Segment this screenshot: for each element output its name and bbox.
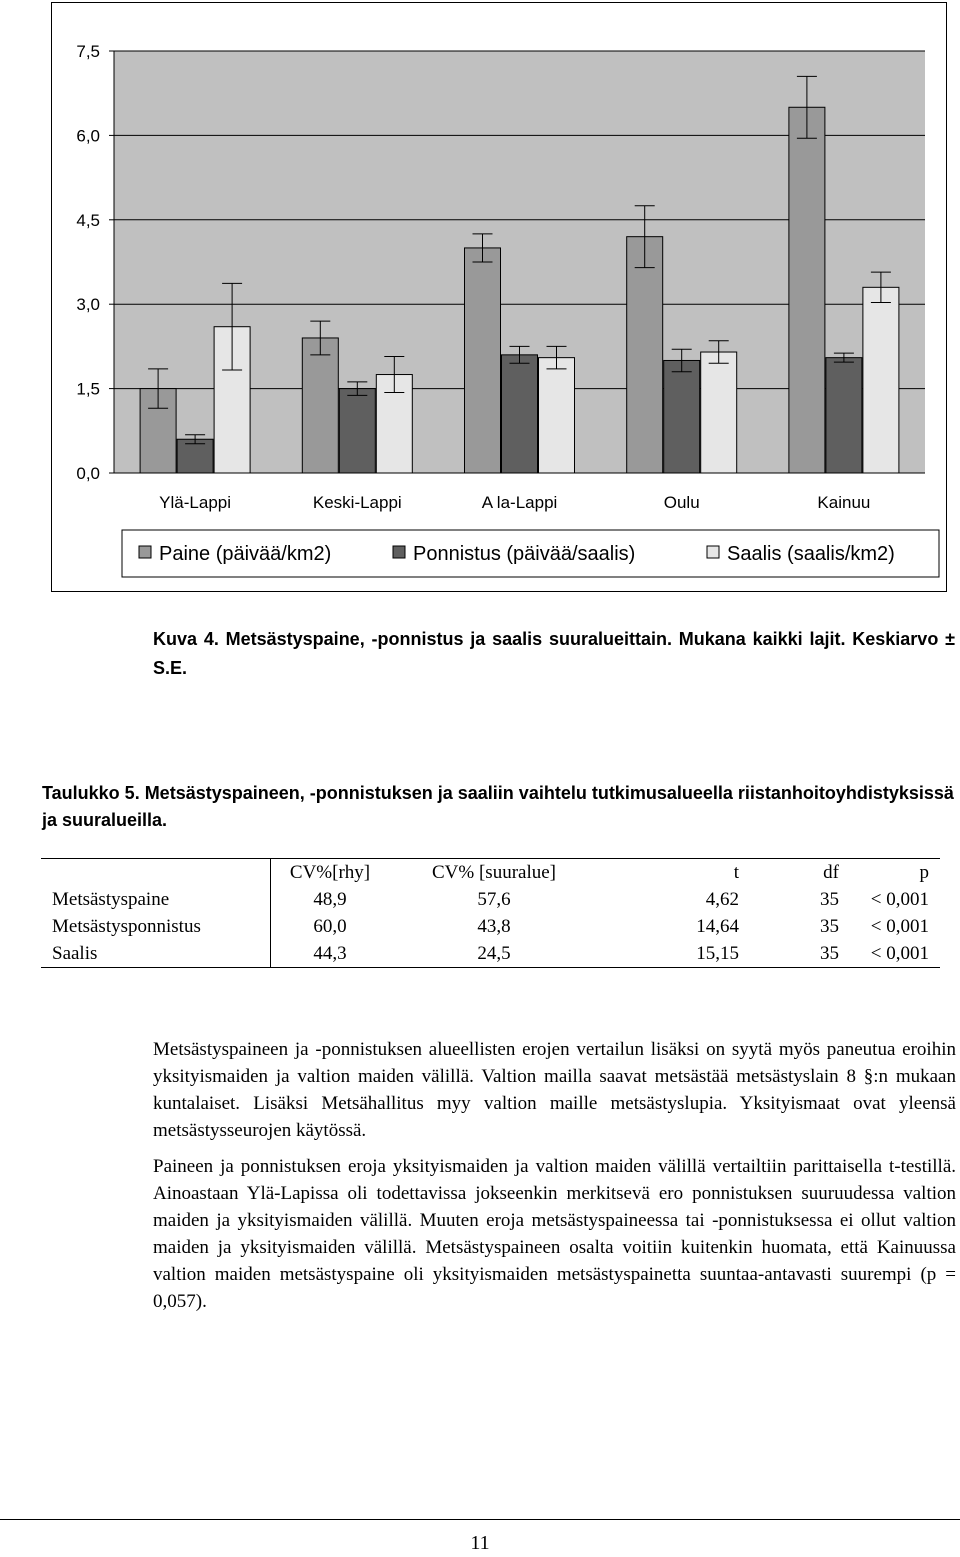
x-tick-label: A la-Lappi	[481, 493, 558, 512]
table-row	[41, 886, 940, 913]
x-tick-label: Kainuu	[817, 493, 871, 512]
chart-frame	[51, 2, 947, 592]
table-cell: 14,64	[696, 915, 739, 937]
legend-label: Ponnistus (päivää/saalis)	[413, 543, 636, 565]
row-label: Metsästyspaine	[41, 886, 271, 913]
table-cell: 60,0	[313, 915, 347, 937]
row-label: Saalis	[41, 940, 271, 968]
legend-swatch	[139, 546, 151, 558]
bar-chart	[52, 3, 946, 591]
x-tick-label: Ylä-Lappi	[159, 493, 232, 512]
page-number: 11	[470, 1532, 490, 1554]
bar	[339, 389, 375, 473]
row-label: Metsästysponnistus	[41, 913, 271, 940]
table-cell: 35	[820, 915, 839, 937]
header-cell: CV% [suuralue]	[432, 861, 556, 883]
table-cell: < 0,001	[870, 888, 929, 910]
y-tick-label: 1,5	[76, 379, 100, 399]
figure-caption: Kuva 4. Metsästyspaine, -ponnistus ja saalis suuralueittain. Mukana kaikki lajit. Keskiarvo ± S.E.	[153, 629, 955, 678]
table-cell: < 0,001	[870, 942, 929, 964]
bar	[465, 248, 501, 473]
table-row	[41, 913, 940, 940]
y-tick-label: 3,0	[76, 295, 100, 315]
bar	[863, 287, 899, 473]
y-tick-label: 7,5	[76, 42, 100, 61]
table-cell: 24,5	[477, 942, 511, 964]
bar	[789, 107, 825, 473]
body-paragraph: Paineen ja ponnistuksen eroja yksityismaiden ja valtion maiden välillä vertailtiin parittaisella t-testillä. Ainoastaan Ylä-Lapissa oli todettavissa jokseenkin merkitsevä ero ponnistuksen suuruudessa valtion maiden ja yksityismaiden välillä. Muuten eroja metsästyspaineessa tai -ponnistuksessa ei ollut valtion maiden ja yksityismaiden välillä. Metsästyspaineen osalta voitiin kuitenkin huomata, että Kainuussa valtion maiden metsästyspaine oli yksityismaiden metsästyspainetta suuntaa-antavasti suurempi (p = 0,057).	[153, 1156, 956, 1312]
body-paragraph: Metsästyspaineen ja -ponnistuksen alueellisten erojen vertailun lisäksi on syytä myös paneutua eroihin yksityismaiden ja valtion maiden välillä. Valtion mailla saavat metsästää metsästyslain 8 §:n mukaan kuntalaiset. Lisäksi Metsähallitus myy valtion maille metsästyslupia. Yksityismaat ovat yleensä metsästysseurojen käytössä.	[153, 1039, 956, 1141]
legend-label: Saalis (saalis/km2)	[727, 543, 895, 565]
bar	[826, 358, 862, 473]
bar	[539, 358, 575, 473]
table-cell: 48,9	[313, 888, 347, 910]
bar	[177, 439, 213, 473]
header-cell: CV%[rhy]	[289, 861, 371, 883]
table-header-row	[41, 859, 940, 887]
chart-legend	[122, 530, 939, 577]
table-row	[41, 940, 940, 968]
header-cell: p	[919, 861, 929, 883]
bar	[627, 237, 663, 473]
header-cell	[41, 859, 271, 887]
table-cell: < 0,001	[870, 915, 929, 937]
y-tick-label: 6,0	[76, 126, 100, 146]
y-tick-label: 4,5	[76, 210, 100, 230]
footer-divider	[0, 1519, 960, 1520]
legend-swatch	[393, 546, 405, 558]
legend-swatch	[707, 546, 719, 558]
table-cell: 35	[820, 942, 839, 964]
table-cell: 44,3	[313, 942, 347, 964]
legend-label: Paine (päivää/km2)	[159, 543, 332, 565]
header-cell: df	[823, 861, 839, 883]
bar	[502, 355, 538, 473]
table-title: Taulukko 5. Metsästyspaineen, -ponnistuksen ja saaliin vaihtelu tutkimusalueella riistanhoitoyhdistyksissä ja suuralueilla.	[42, 783, 954, 830]
header-cell: t	[733, 861, 739, 883]
bar	[664, 360, 700, 473]
table-cell: 57,6	[477, 888, 511, 910]
stats-table	[41, 858, 940, 968]
bar	[302, 338, 338, 473]
x-tick-label: Keski-Lappi	[312, 493, 402, 512]
y-tick-label: 0,0	[76, 464, 100, 483]
x-tick-label: Oulu	[663, 493, 700, 512]
bar	[701, 352, 737, 473]
table-cell: 43,8	[477, 915, 511, 937]
table-cell: 4,62	[705, 888, 739, 910]
table-cell: 35	[820, 888, 839, 910]
table-cell: 15,15	[696, 942, 739, 964]
